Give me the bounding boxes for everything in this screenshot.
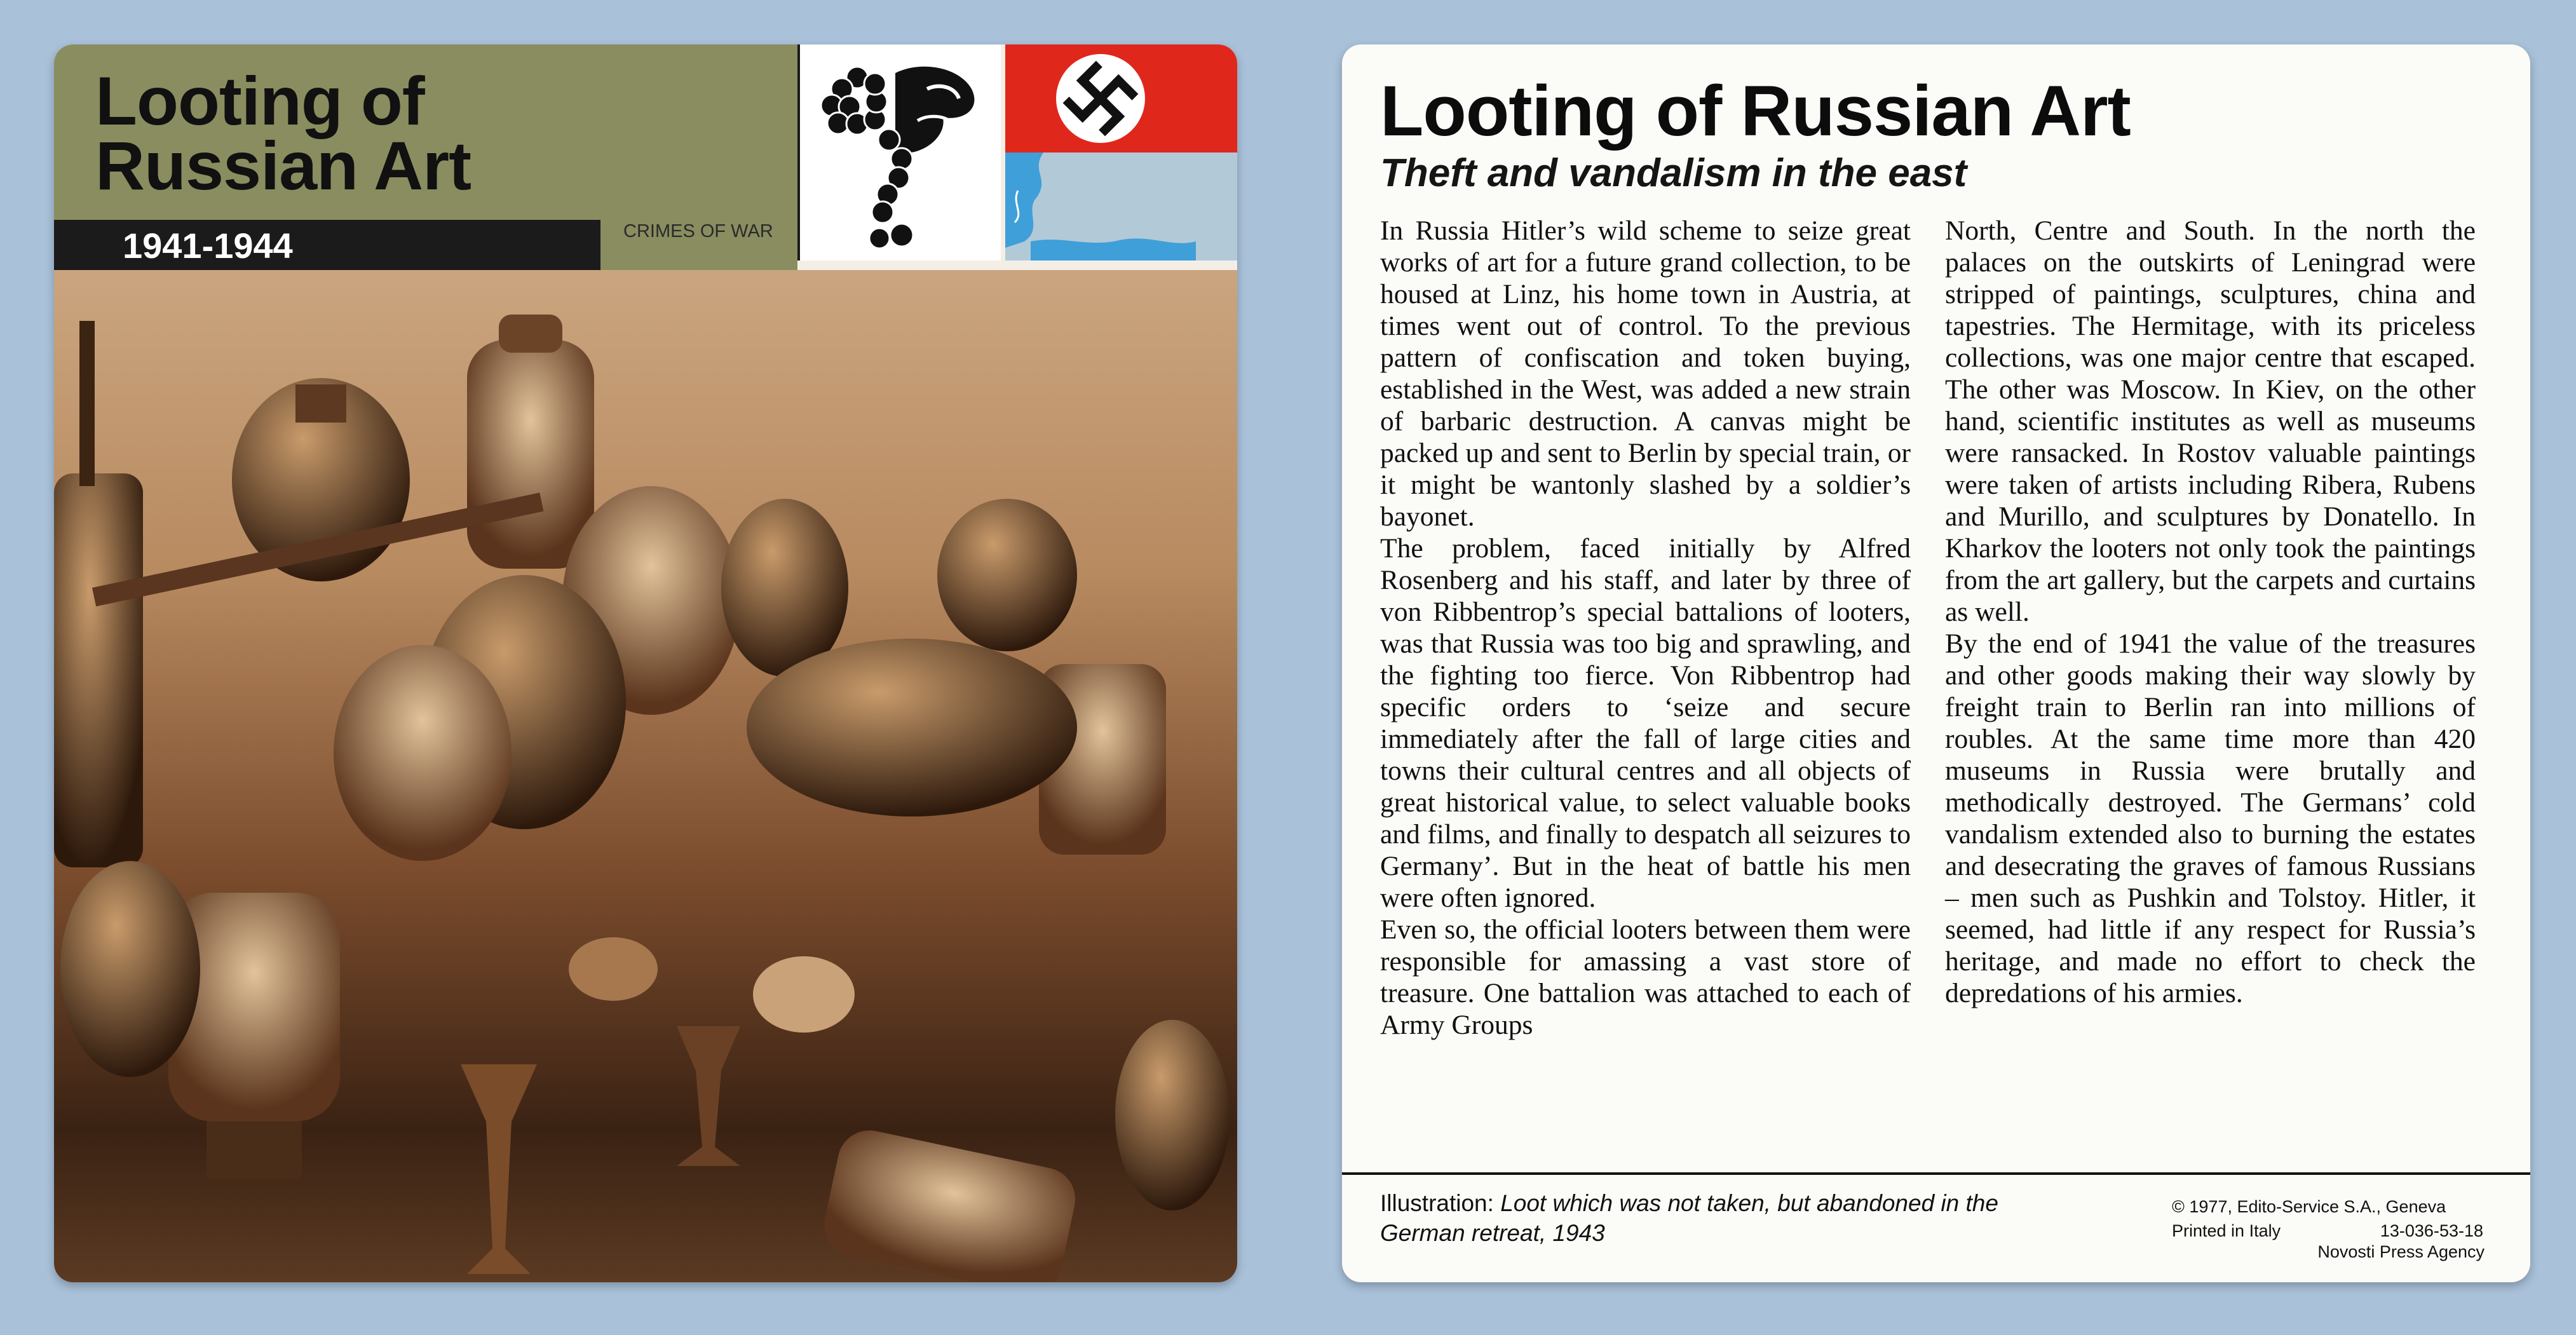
illustration-caption [1380, 1188, 2066, 1248]
swastika-flag-icon [1005, 44, 1237, 261]
front-title [95, 62, 471, 204]
years-band [54, 220, 600, 270]
photo-agency: Novosti Press Agency [2317, 1242, 2484, 1261]
flag-red-panel [1005, 44, 1237, 152]
paragraph: The problem, faced initially by Alfred Rosenberg and his staff, and later by three of von Ribbentrop’s special battalions of looters, was that Russia was too big and sprawling, and the fighting too fierce. Von Ribbentrop had specific orders to ‘seize and secure immediately after the fall of large cities and towns their cultural centres and all objects of great historical value, to select valuable books and films, and finally to despatch all seizures to Germany’. But in the heat of battle his men were often ignored. [1380, 533, 1911, 913]
text-column-right [1945, 215, 2476, 1009]
looted-samovars-photo [54, 270, 1237, 1282]
paragraph: Even so, the official looters between them were responsible for amassing a vast store of treasure. One battalion was attached to each of Army Groups [1380, 914, 1911, 1040]
printed-label: Printed in Italy [2172, 1221, 2281, 1240]
front-header [54, 44, 797, 270]
copyright-line: © 1977, Edito-Service S.A., Geneva [2172, 1197, 2446, 1216]
paragraph: North, Centre and South. In the north the palaces on the outskirts of Leningrad were stripped of paintings, sculptures, china and tapestries. The Hermitage, with its priceless collections, was one major centre that escaped. The other was Moscow. In Kiev, on the other hand, scientific institutes as well as museums were ransacked. In Rostov valuable paintings were taken of artists including Ribera, Rubens and Murillo, and sculptures by Donatello. In Kharkov the looters not only took the paintings from the art gallery, but the carpets and curtains as well. [1945, 215, 2476, 627]
front-card [54, 44, 1237, 1282]
paragraph: By the end of 1941 the value of the treasures and other goods making their way slowly by freight train to Berlin ran into millions of roubles. At the same time more than 420 museums in Russia were brutally and methodically destroyed. The Germans’ cold vandalism extended also to burning the estates and desecrating the graves of famous Russians – men such as Pushkin and Tolstoy. Hitler, it seemed, had little if any respect for Russia’s heritage, and made no effort to check the depredations of his armies. [1945, 628, 2476, 1008]
footer-divider [1342, 1172, 2530, 1175]
map-inset [1005, 152, 1237, 261]
card-code: 13-036-53-18 [2380, 1221, 2483, 1240]
text-column-left [1380, 215, 1911, 1041]
print-info-row [2172, 1219, 2483, 1243]
front-title-line2: Russian Art [95, 127, 471, 204]
back-subtitle: Theft and vandalism in the east [1380, 151, 1967, 195]
caption-text: Loot which was not taken, but abandoned in the German retreat, 1943 [1380, 1190, 1998, 1246]
question-mark-beads-icon [797, 44, 1001, 261]
caption-label: Illustration: [1380, 1190, 1494, 1216]
back-title: Looting of Russian Art [1380, 71, 2131, 151]
years-label: 1941-1944 [123, 226, 293, 266]
front-title-line1: Looting of [95, 62, 424, 139]
paragraph: In Russia Hitler’s wild scheme to seize great works of art for a future grand collection, to be housed at Linz, his home town in Austria, at times went out of control. To the previous pattern of confiscation and token buying, established in the West, was added a new strain of barbaric destruction. A canvas might be packed up and sent to Berlin by special train, or it might be wantonly slashed by a soldier’s bayonet. [1380, 215, 1911, 532]
category-label: CRIMES OF WAR [623, 221, 773, 241]
copyright-block [2172, 1195, 2483, 1243]
back-card [1342, 44, 2530, 1282]
